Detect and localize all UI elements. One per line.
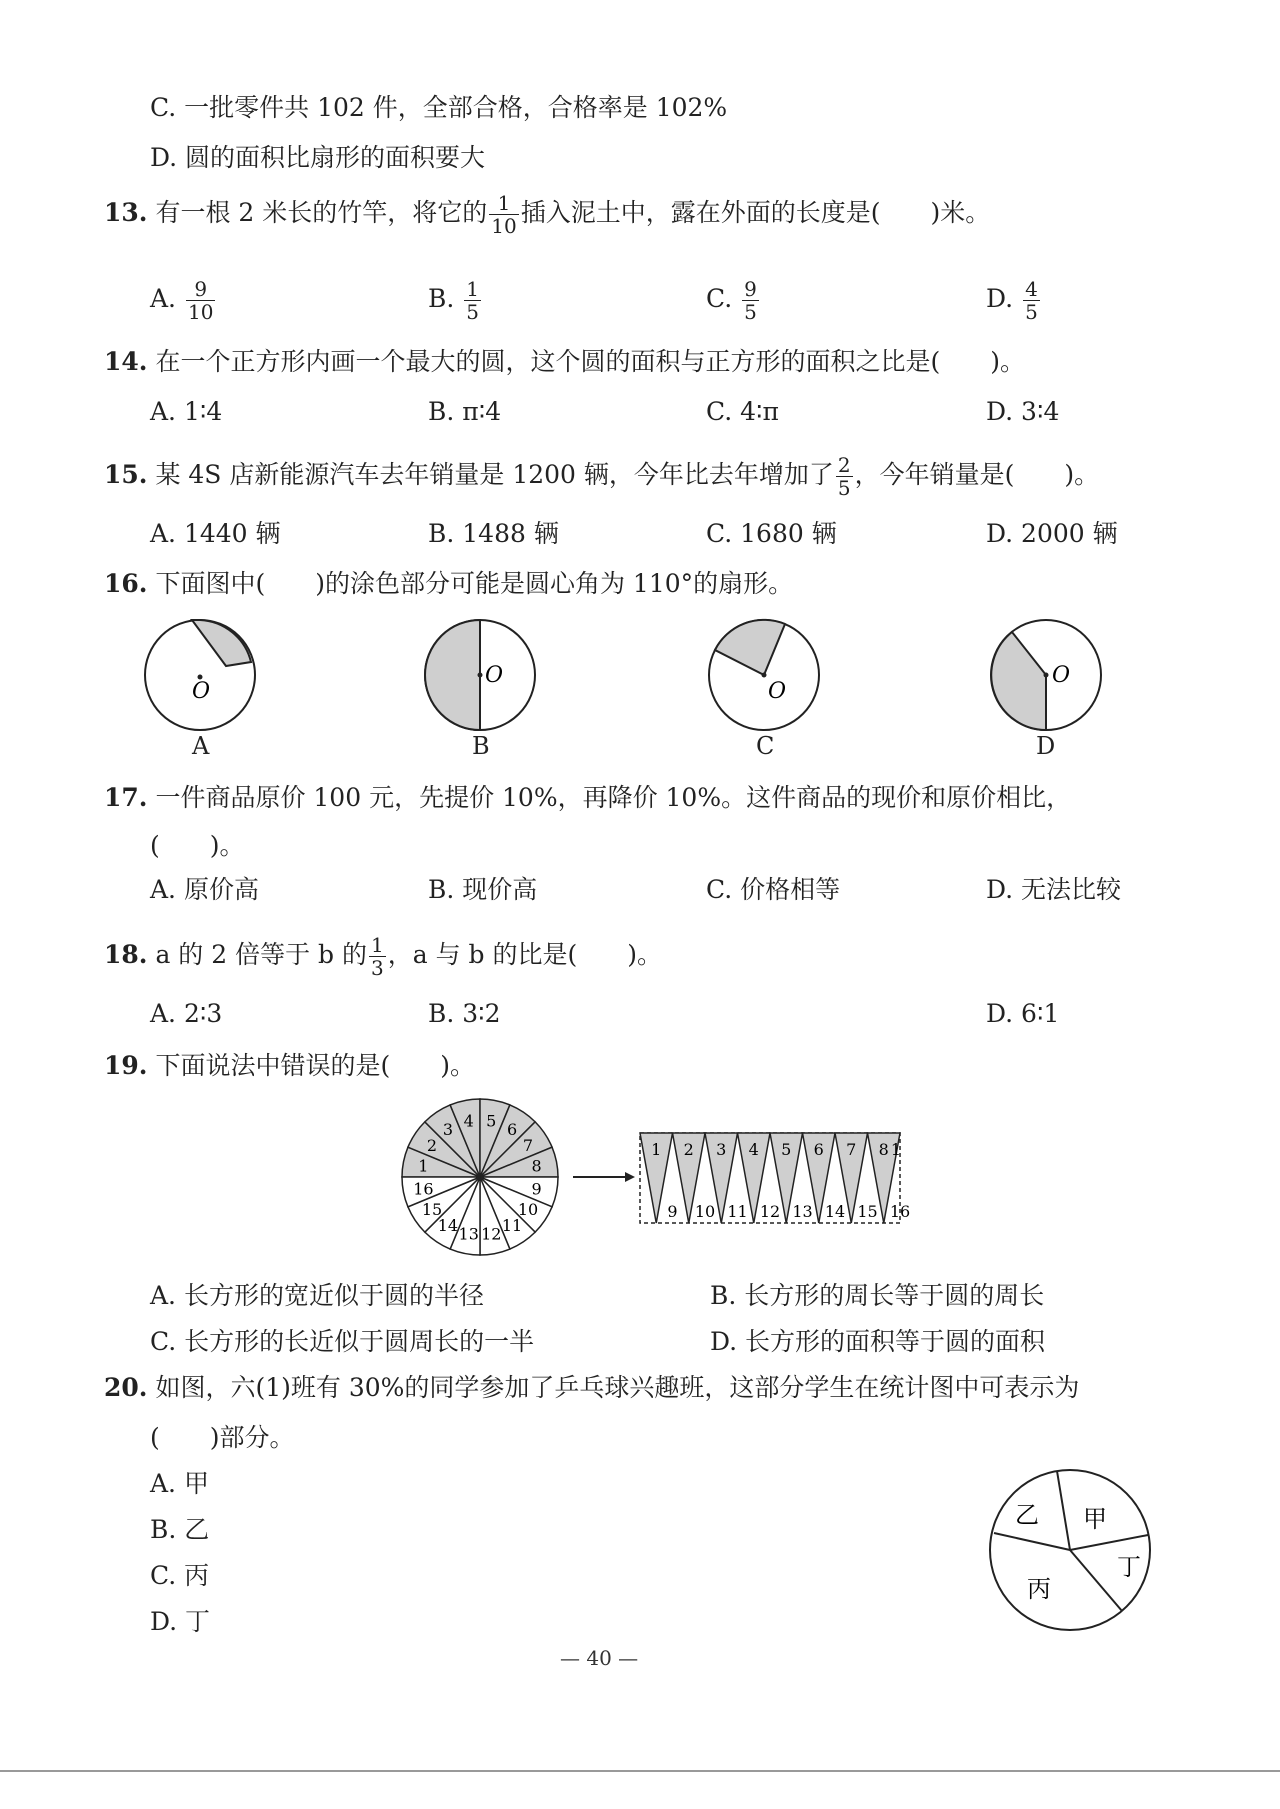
q19-rect-bottom-number: 9 bbox=[667, 1202, 678, 1221]
q19-rect-top-number: 8 bbox=[878, 1140, 889, 1159]
q19-rect-bottom-number: 13 bbox=[792, 1202, 813, 1221]
page-number: — 40 — bbox=[560, 1646, 639, 1670]
q13-opt-b-label: B. bbox=[428, 284, 455, 313]
q14-option-d: D. 3∶4 bbox=[986, 397, 1060, 426]
q16-b-center-label: O bbox=[485, 663, 504, 688]
q15-stem bbox=[104, 454, 1099, 499]
q13-fraction bbox=[489, 192, 518, 237]
q17-option-c: C. 价格相等 bbox=[706, 875, 841, 904]
q15-option-a: A. 1440 辆 bbox=[150, 519, 281, 548]
q19-rect-top-number: 7 bbox=[846, 1140, 857, 1159]
q19-rect-top-number: 6 bbox=[813, 1140, 824, 1159]
q20-pie-chart bbox=[985, 1465, 1155, 1635]
q19-sector-number: 4 bbox=[463, 1111, 474, 1131]
q19-rect-bottom-number: 11 bbox=[727, 1202, 748, 1221]
q20-number: 20. bbox=[104, 1373, 148, 1402]
bottom-divider bbox=[0, 1770, 1280, 1772]
q13-number: 13. bbox=[104, 198, 148, 227]
q19-text: 下面说法中错误的是( )。 bbox=[155, 1051, 475, 1080]
q20-pie-label-jia: 甲 bbox=[1083, 1505, 1107, 1533]
q19-sector-number: 16 bbox=[413, 1179, 434, 1199]
q13-opt-c-num: 9 bbox=[744, 277, 757, 301]
q16-a-center-label: O bbox=[192, 679, 211, 704]
q17-stem bbox=[104, 778, 1071, 818]
q19-sector-number: 13 bbox=[458, 1224, 479, 1244]
q19-sector-number: 14 bbox=[437, 1215, 459, 1235]
q16-c-shaded-region bbox=[715, 620, 785, 675]
q16-circle-a bbox=[145, 620, 255, 730]
q20-option-b: B. 乙 bbox=[150, 1515, 210, 1544]
q20-option-a: A. 甲 bbox=[150, 1469, 209, 1498]
q20-pie-label-yi: 乙 bbox=[1015, 1501, 1039, 1529]
q19-arrow bbox=[573, 1172, 635, 1182]
q17-number: 17. bbox=[104, 783, 148, 812]
q13-frac-num: 1 bbox=[489, 192, 518, 215]
q19-sector-number: 11 bbox=[501, 1215, 523, 1235]
q15-text-b: ，今年销量是( )。 bbox=[854, 460, 1100, 489]
q19-rect-bottom-number: 16 bbox=[889, 1202, 911, 1221]
q13-option-d bbox=[986, 278, 1042, 323]
q20-stem-line2: ( )部分。 bbox=[150, 1423, 295, 1452]
q16-circle-d bbox=[991, 620, 1101, 730]
q13-opt-b-num: 1 bbox=[466, 277, 480, 301]
q19-sector-number: 15 bbox=[421, 1200, 443, 1220]
q19-sector-number: 10 bbox=[517, 1200, 539, 1220]
q15-option-d: D. 2000 辆 bbox=[986, 519, 1118, 548]
q16-circle-figures bbox=[130, 610, 1130, 760]
q16-text: 下面图中( )的涂色部分可能是圆心角为 110°的扇形。 bbox=[155, 569, 794, 598]
q19-rearranged-rectangle bbox=[640, 1133, 910, 1223]
q19-option-d: D. 长方形的面积等于圆的面积 bbox=[710, 1327, 1046, 1356]
q14-option-a: A. 1∶4 bbox=[150, 397, 223, 426]
q13-opt-d-num: 4 bbox=[1025, 277, 1038, 301]
q19-sector-number: 3 bbox=[442, 1120, 454, 1140]
q16-d-center-label: O bbox=[1052, 663, 1071, 688]
q19-rect-top-number: 4 bbox=[748, 1140, 759, 1159]
q13-opt-a-den: 10 bbox=[187, 300, 214, 324]
q15-option-c: C. 1680 辆 bbox=[706, 519, 837, 548]
q13-text-a: 有一根 2 米长的竹竿，将它的 bbox=[155, 198, 488, 227]
q19-number: 19. bbox=[104, 1051, 148, 1080]
q19-sector-number: 1 bbox=[418, 1156, 429, 1176]
q16-circle-c bbox=[709, 620, 819, 730]
q19-circle-to-rectangle-figure bbox=[395, 1095, 915, 1265]
q16-a-shaded-region bbox=[192, 620, 251, 666]
q18-fraction bbox=[369, 934, 386, 979]
q19-rect-bottom-number: 10 bbox=[694, 1202, 716, 1221]
q15-text-a: 某 4S 店新能源汽车去年销量是 1200 辆，今年比去年增加了 bbox=[155, 460, 834, 489]
q18-option-d: D. 6∶1 bbox=[986, 999, 1060, 1028]
q15-number: 15. bbox=[104, 460, 148, 489]
q18-stem bbox=[104, 934, 662, 979]
q16-b-shaded-region bbox=[425, 620, 480, 730]
q13-option-b bbox=[428, 278, 483, 323]
q17-text: 一件商品原价 100 元，先提价 10%，再降价 10%。这件商品的现价和原价相比， bbox=[155, 783, 1072, 812]
q13-opt-d-den: 5 bbox=[1025, 300, 1038, 324]
q19-rect-top-number: 2 bbox=[683, 1140, 694, 1159]
q16-label-c: C bbox=[756, 732, 775, 760]
q16-label-a: A bbox=[192, 732, 210, 760]
q16-circle-b bbox=[425, 620, 535, 730]
q14-option-c: C. 4∶π bbox=[706, 397, 779, 426]
q16-stem bbox=[104, 564, 793, 604]
q15-fraction bbox=[836, 454, 853, 499]
q18-frac-den: 3 bbox=[371, 956, 384, 980]
q17-option-a: A. 原价高 bbox=[150, 875, 259, 904]
q13-stem bbox=[104, 192, 990, 237]
q15-frac-num: 2 bbox=[837, 453, 851, 477]
q13-opt-b-den: 5 bbox=[466, 300, 480, 324]
q18-option-a: A. 2∶3 bbox=[150, 999, 223, 1028]
q19-rect-bottom-number: 14 bbox=[824, 1202, 846, 1221]
q19-sector-number: 7 bbox=[522, 1135, 534, 1155]
q13-text-b: 插入泥土中，露在外面的长度是( )米。 bbox=[520, 198, 991, 227]
q19-option-c: C. 长方形的长近似于圆周长的一半 bbox=[150, 1327, 535, 1356]
q17-stem-line2: ( )。 bbox=[150, 831, 245, 860]
q14-option-b: B. π∶4 bbox=[428, 397, 502, 426]
q19-rect-bottom-number: 12 bbox=[759, 1202, 781, 1221]
q14-number: 14. bbox=[104, 347, 148, 376]
q16-label-b: B bbox=[472, 732, 490, 760]
q14-text: 在一个正方形内画一个最大的圆，这个圆的面积与正方形的面积之比是( )。 bbox=[155, 347, 1025, 376]
q14-stem bbox=[104, 342, 1025, 382]
q17-option-b: B. 现价高 bbox=[428, 875, 538, 904]
q19-divided-circle bbox=[402, 1099, 558, 1255]
q19-sector-number: 5 bbox=[486, 1111, 497, 1131]
q19-stem bbox=[104, 1046, 475, 1086]
q20-option-c: C. 丙 bbox=[150, 1561, 210, 1590]
q19-sector-number: 6 bbox=[506, 1120, 518, 1140]
q19-rect-top-number: 3 bbox=[716, 1140, 727, 1159]
q13-opt-a-num: 9 bbox=[186, 278, 215, 301]
q15-frac-den: 5 bbox=[837, 476, 851, 500]
q20-stem bbox=[104, 1368, 1079, 1408]
q19-option-b: B. 长方形的周长等于圆的周长 bbox=[710, 1281, 1045, 1310]
q16-label-d: D bbox=[1036, 732, 1056, 760]
q19-option-a: A. 长方形的宽近似于圆的半径 bbox=[150, 1281, 484, 1310]
q20-pie-label-bing: 丙 bbox=[1027, 1575, 1051, 1603]
q19-rect-top-number: 1 bbox=[890, 1140, 902, 1159]
q19-sector-number: 8 bbox=[531, 1156, 542, 1176]
q19-sector-number: 2 bbox=[426, 1135, 438, 1155]
q18-option-b: B. 3∶2 bbox=[428, 999, 501, 1028]
q13-option-c bbox=[706, 278, 761, 323]
q17-option-d: D. 无法比较 bbox=[986, 875, 1122, 904]
q19-rect-top-number: 1 bbox=[651, 1140, 662, 1159]
q13-opt-a-label: A. bbox=[150, 284, 177, 313]
q13-option-a bbox=[150, 278, 217, 323]
q19-rect-bottom-number: 15 bbox=[857, 1202, 878, 1221]
q19-rect-top-number: 5 bbox=[781, 1140, 792, 1159]
q16-c-center-label: O bbox=[768, 679, 787, 704]
q18-frac-num: 1 bbox=[371, 933, 384, 957]
q20-option-d: D. 丁 bbox=[150, 1607, 211, 1636]
q19-sector-number: 9 bbox=[531, 1179, 542, 1199]
q12-option-c: C. 一批零件共 102 件，全部合格，合格率是 102% bbox=[150, 93, 728, 122]
q13-opt-c-label: C. bbox=[706, 284, 733, 313]
q13-frac-den: 10 bbox=[491, 214, 517, 238]
q13-opt-d-label: D. bbox=[986, 284, 1014, 313]
q20-pie-label-ding: 丁 bbox=[1117, 1553, 1141, 1581]
q15-option-b: B. 1488 辆 bbox=[428, 519, 559, 548]
q18-text-b: ，a 与 b 的比是( )。 bbox=[387, 940, 663, 969]
q19-sector-number: 12 bbox=[481, 1224, 502, 1244]
q12-option-d: D. 圆的面积比扇形的面积要大 bbox=[150, 143, 486, 172]
q16-number: 16. bbox=[104, 569, 148, 598]
q18-text-a: a 的 2 倍等于 b 的 bbox=[155, 940, 368, 969]
q20-text: 如图，六(1)班有 30%的同学参加了乒乓球兴趣班，这部分学生在统计图中可表示为 bbox=[155, 1373, 1080, 1402]
q18-number: 18. bbox=[104, 940, 148, 969]
q13-opt-c-den: 5 bbox=[744, 300, 757, 324]
q16-d-shaded-region bbox=[991, 632, 1046, 730]
